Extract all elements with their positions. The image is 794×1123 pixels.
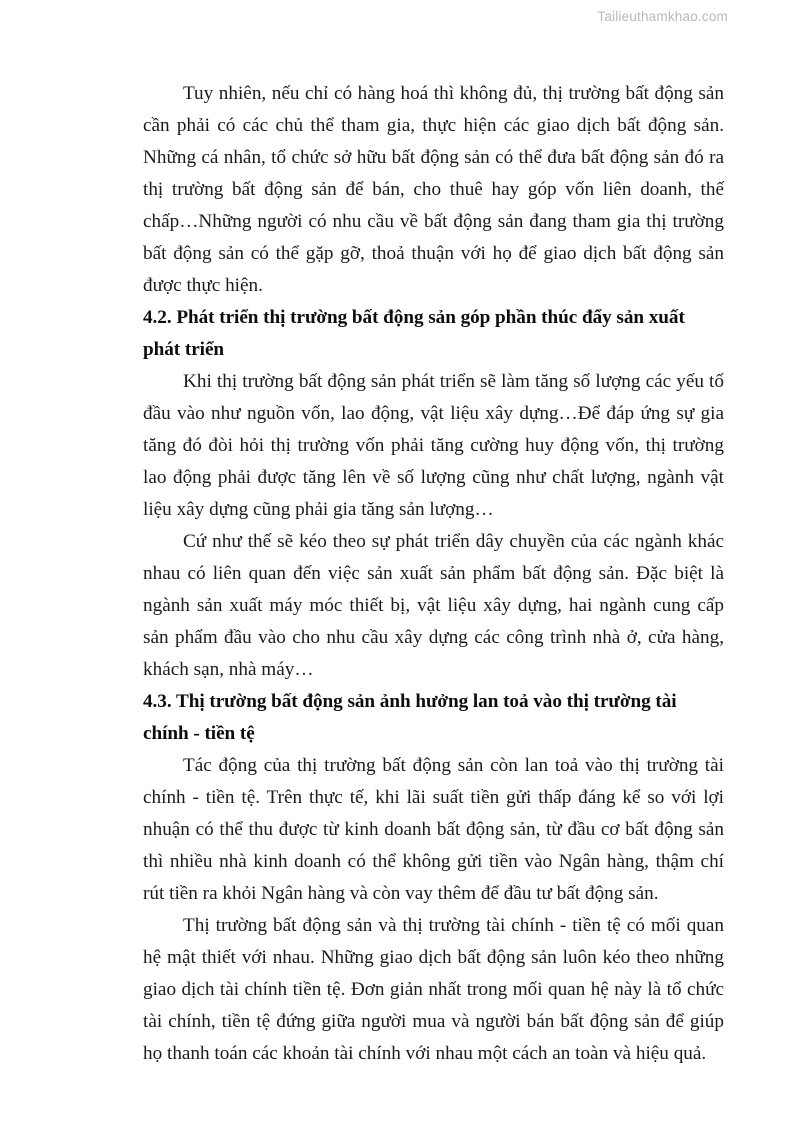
paragraph-finance-monetary-relationship: Thị trường bất động sản và thị trường tài chính - tiền tệ có mối quan hệ mật thiết với nhau. Những giao dịch bất động sản luôn kéo theo những giao dịch tài chính tiền tệ. Đơn giản nhất trong mối quan hệ này là tổ chức tài chính, tiền tệ đứng giữa người mua và người bán bất động sản để giúp họ thanh toán các khoản tài chính với nhau một cách an toàn và hiệu quả. xyxy=(143,915,724,1064)
paragraph-interest-rates-banking: Tác động của thị trường bất động sản còn lan toả vào thị trường tài chính - tiền tệ. Trên thực tế, khi lãi suất tiền gửi thấp đáng kể so với lợi nhuận có thể thu được từ kinh doanh bất động sản, từ đầu cơ bất động sản thì nhiều nhà kinh doanh có thể không gửi tiền vào Ngân hàng, thậm chí rút tiền ra khỏi Ngân hàng và còn vay thêm để đầu tư bất động sản. xyxy=(143,755,724,904)
site-watermark: Tailieuthamkhao.com xyxy=(597,9,728,24)
heading-section-4-3: 4.3. Thị trường bất động sản ảnh hưởng lan toả vào thị trường tài chính - tiền tệ xyxy=(143,691,677,744)
paragraph-intro-market-participants: Tuy nhiên, nếu chỉ có hàng hoá thì không đủ, thị trường bất động sản cần phải có các chủ thể tham gia, thực hiện các giao dịch bất động sản. Những cá nhân, tổ chức sở hữu bất động sản có thể đưa bất động sản đó ra thị trường bất động sản để bán, cho thuê hay góp vốn liên doanh, thế chấp…Những người có nhu cầu về bất động sản đang tham gia thị trường bất động sản có thể gặp gỡ, thoả thuận với họ để giao dịch bất động sản được thực hiện. xyxy=(143,83,724,296)
paragraph-input-factors-growth: Khi thị trường bất động sản phát triển sẽ làm tăng số lượng các yếu tố đầu vào như nguồn vốn, lao động, vật liệu xây dựng…Để đáp ứng sự gia tăng đó đòi hỏi thị trường vốn phải tăng cường huy động vốn, thị trường lao động phải được tăng lên về số lượng cũng như chất lượng, ngành vật liệu xây dựng cũng phải gia tăng sản lượng… xyxy=(143,371,724,520)
paragraph-chain-development-industries: Cứ như thế sẽ kéo theo sự phát triển dây chuyền của các ngành khác nhau có liên quan đến việc sản xuất sản phẩm bất động sản. Đặc biệt là ngành sản xuất máy móc thiết bị, vật liệu xây dựng, hai ngành cung cấp sản phẩm đầu vào cho nhu cầu xây dựng các công trình nhà ở, cửa hàng, khách sạn, nhà máy… xyxy=(143,531,724,680)
document-body xyxy=(143,78,724,1070)
heading-section-4-2: 4.2. Phát triển thị trường bất động sản góp phần thúc đẩy sản xuất phát triển xyxy=(143,307,685,360)
